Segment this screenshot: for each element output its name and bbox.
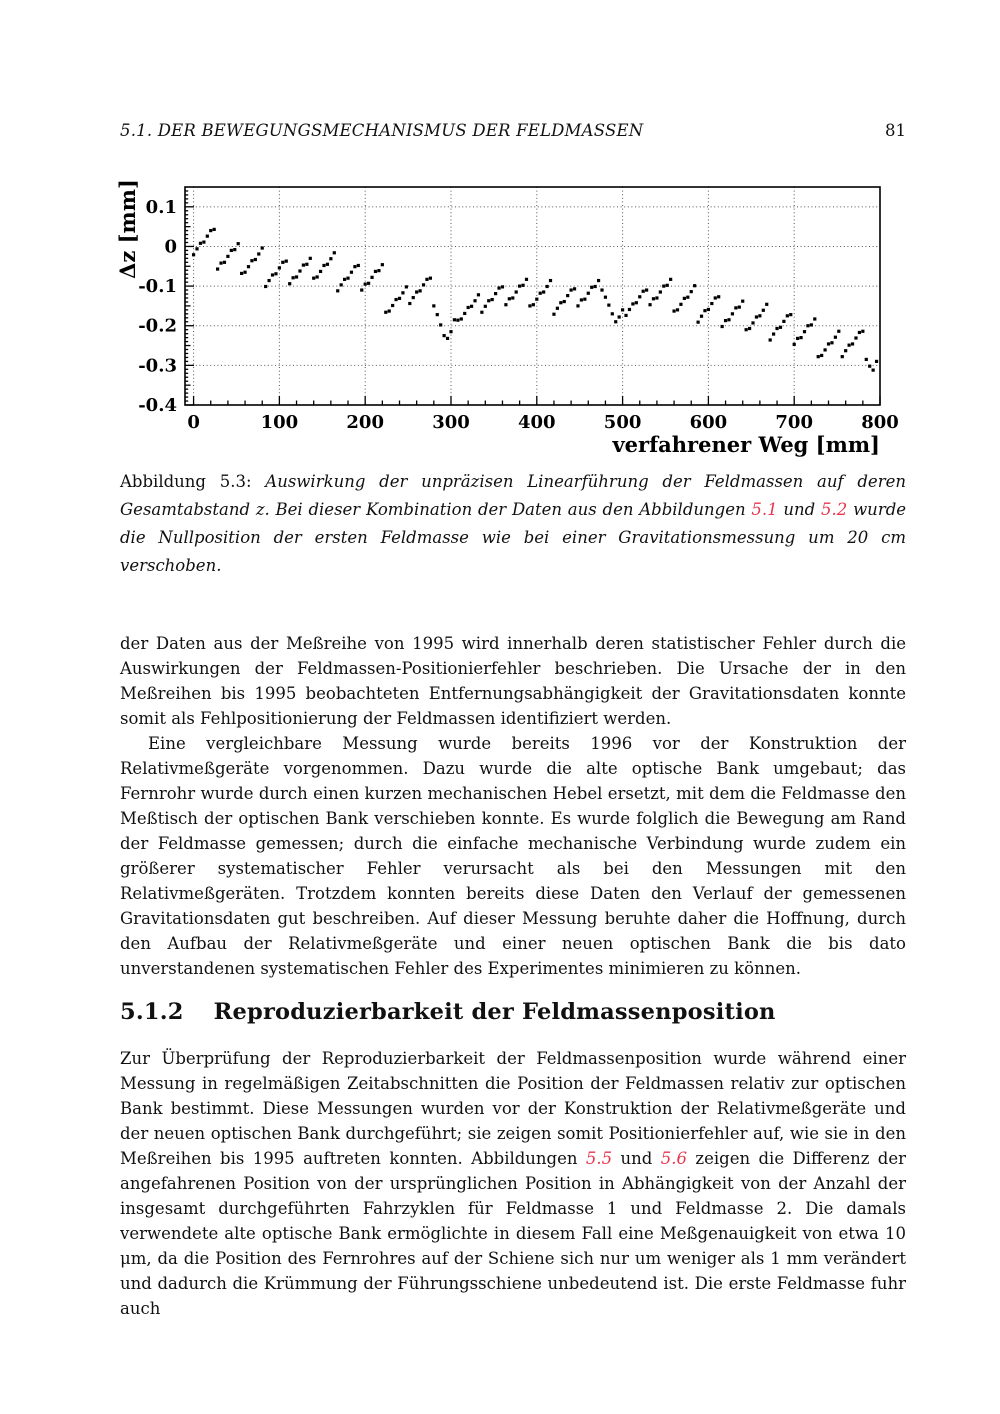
svg-text:100: 100 [260,412,299,433]
svg-text:-0.4: -0.4 [138,395,177,416]
svg-text:600: 600 [689,412,728,433]
plot-frame [185,187,880,405]
tick-labels [138,197,899,433]
svg-text:-0.2: -0.2 [138,315,177,337]
running-header [120,121,906,140]
svg-text:0.1: 0.1 [145,196,177,218]
section-title: Reproduzierbarkeit der Feldmassenposition [213,999,776,1025]
x-axis-title: verfahrener Weg [mm] [612,432,880,457]
grid-lines [185,187,880,405]
body-text-block-1 [120,631,906,981]
paragraph-3-text-3: zeigen die Differenz der angefahrenen Position von der ursprünglichen Position in Abhängigkeit von der Anzahl der insgesamt durchgeführten Fahrzyklen für Feldmasse 1 und Feldmasse 2. Die damals verwendete alte optische Bank ermöglichte in diesem Fall eine Meßgenauigkeit von etwa 10 μm, da die Position des Fernrohres auf der Schiene sich nur um weniger als 1 mm verändert und dadurch die Krümmung der Führungsschiene unbedeutend ist. Die erste Feldmasse fuhr auch [120,1149,907,1318]
figure-5-3 [115,175,915,465]
paragraph-3-text-2: und [620,1149,653,1168]
figure-ref-5-5[interactable]: 5.5 [585,1149,613,1168]
svg-text:200: 200 [346,412,384,433]
svg-text:-0.3: -0.3 [138,355,177,377]
svg-text:-0.1: -0.1 [138,276,177,298]
svg-text:0: 0 [164,236,177,258]
caption-text-1: Auswirkung der unpräzisen Linearführung der Feldmassen auf deren Gesamtabstand z. Bei dieser Kombination der Daten aus den Abbildungen [120,472,906,519]
figure-5-3-caption [120,468,906,580]
figure-5-3-chart [115,175,905,460]
svg-text:500: 500 [603,412,642,433]
caption-text-2: und [783,500,816,519]
svg-text:300: 300 [432,412,470,433]
figure-ref-5-6[interactable]: 5.6 [660,1149,688,1168]
section-heading-5-1-2 [120,999,906,1025]
paragraph-3-text-1: Zur Überprüfung der Reproduzierbarkeit der Feldmassenposition wurde während einer Messung in regelmäßigen Zeitabschnitten die Position der Feldmassen relativ zur optischen Bank bestimmt. Diese Messungen wurden vor der Konstruktion der Relativmeßgeräte und der neuen optischen Bank durchgeführt; sie zeigen somit Positionierfehler auf, wie sie in den Meßreihen bis 1995 auftreten konnten. Abbildungen [120,1049,906,1168]
svg-text:400: 400 [518,412,556,433]
page-number: 81 [885,121,906,140]
caption-label: Abbildung 5.3: [120,472,252,491]
paragraph-1: der Daten aus der Meßreihe von 1995 wird innerhalb deren statistischer Fehler durch die Auswirkungen der Feldmassen-Positionierfehler beschrieben. Die Ursache der in den Meßreihen bis 1995 beobachteten Entfernungsabhängigkeit der Gravitationsdaten konnte somit als Fehlpositionierung der Feldmassen identifiziert werden. [120,634,906,728]
paragraph-2: Eine vergleichbare Messung wurde bereits 1996 vor der Konstruktion der Relativmeßgeräte vorgenommen. Dazu wurde die alte optische Bank umgebaut; das Fernrohr wurde durch einen kurzen mechanischen Hebel ersetzt, mit dem die Feldmasse den Meßtisch der optischen Bank verschieben konnte. Es wurde folglich die Bewegung am Rand der Feldmasse gemessen; durch die einfache mechanische Verbindung wurde zudem ein größerer systematischer Fehler verursacht als bei den Messungen mit den Relativmeßgeräten. Trotzdem konnten bereits diese Daten den Verlauf der gemessenen Gravitationsdaten gut beschreiben. Auf dieser Messung beruhte daher die Hoffnung, durch den Aufbau der Relativmeßgeräte und einer neuen optischen Bank die bis dato unverstandenen systematischen Fehler des Experimentes minimieren zu können. [120,734,906,978]
section-number: 5.1.2 [120,999,184,1025]
scatter-points [192,228,878,372]
svg-text:700: 700 [775,412,813,433]
svg-text:800: 800 [861,412,899,433]
figure-ref-5-1[interactable]: 5.1 [751,500,778,519]
paragraph-3 [120,1046,906,1321]
caption-text-3: wurde die Nullposition der ersten Feldmasse wie bei einer Gravitationsmessung um 20 cm verschoben. [120,500,907,575]
svg-text:0: 0 [187,412,200,433]
y-axis-title: Δz [mm] [115,179,140,279]
body-text-block-2 [120,1046,906,1321]
running-header-title: 5.1. DER BEWEGUNGSMECHANISMUS DER FELDMASSEN [120,121,644,140]
axis-ticks [185,191,880,405]
figure-ref-5-2[interactable]: 5.2 [821,500,848,519]
